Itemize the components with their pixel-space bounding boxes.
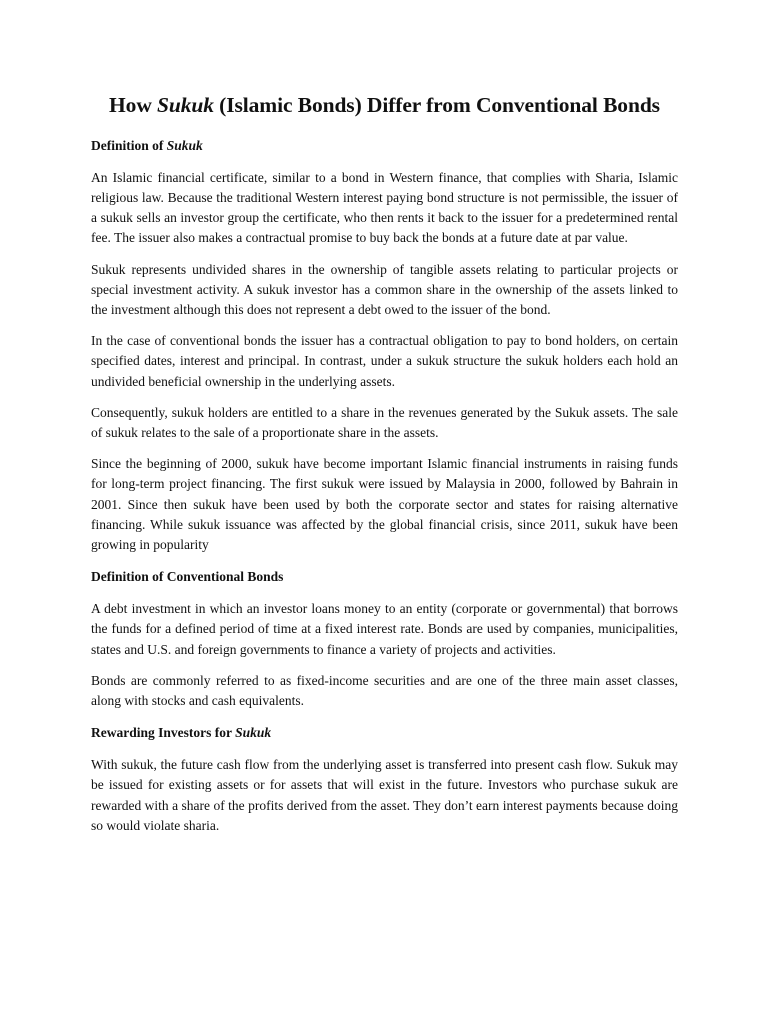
paragraph: In the case of conventional bonds the issuer has a contractual obligation to pay to bond holders, on certain specified dates, interest and principal. In contrast, under a sukuk structure the sukuk holders each hold an undivided beneficial ownership in the underlying assets. — [91, 333, 678, 389]
paragraph: Since the beginning of 2000, sukuk have become important Islamic financial instruments in raising funds for long-term project financing. The first sukuk were issued by Malaysia in 2000, followed by Bahrain in 2001. Since then sukuk have been used by both the corporate sector and states for raising alternative financing. While sukuk issuance was affected by the global financial crisis, since 2011, sukuk have been growing in popularity — [91, 456, 678, 553]
paragraph: Bonds are commonly referred to as fixed-income securities and are one of the three main asset classes, along with stocks and cash equivalents. — [91, 672, 678, 709]
paragraph: A debt investment in which an investor loans money to an entity (corporate or governmental) that borrows the funds for a defined period of time at a fixed interest rate. Bonds are used by companies, municipalities, states and U.S. and foreign governments to finance a variety of projects and activities. — [91, 601, 678, 657]
heading-text: Definition of — [91, 137, 167, 153]
title-emphasis: Sukuk — [157, 93, 214, 117]
heading-rewarding-investors — [91, 723, 678, 743]
title-post: (Islamic Bonds) Differ from Conventional Bonds — [213, 93, 660, 117]
document-title — [91, 0, 678, 119]
heading-definition-conventional-bonds: Definition of Conventional Bonds — [91, 569, 284, 585]
paragraph: Sukuk represents undivided shares in the ownership of tangible assets relating to particular projects or special investment activity. A sukuk investor has a common share in the ownership of the assets linked to the investment although this does not represent a debt owed to the issuer of the bond. — [91, 261, 678, 318]
heading-emphasis: Sukuk — [166, 137, 203, 153]
heading-definition-sukuk — [91, 136, 678, 156]
heading-text: Rewarding Investors for — [91, 725, 236, 741]
title-pre: How — [109, 93, 158, 117]
heading-emphasis: Sukuk — [235, 725, 272, 741]
paragraph: Consequently, sukuk holders are entitled to a share in the revenues generated by the Sukuk assets. The sale of sukuk relates to the sale of a proportionate share in the assets. — [91, 404, 678, 441]
paragraph: An Islamic financial certificate, similar to a bond in Western finance, that complies with Sharia, Islamic religious law. Because the traditional Western interest paying bond structure is not permissible, the issuer of a sukuk sells an investor group the certificate, who then rents it back to the issuer for a predetermined rental fee. The issuer also makes a contractual promise to buy back the bonds at a future date at par value. — [91, 169, 678, 246]
paragraph: With sukuk, the future cash flow from the underlying asset is transferred into present cash flow. Sukuk may be issued for existing assets or for assets that will exist in the future. Investors who purchase sukuk are rewarded with a share of the profits derived from the asset. They don’t earn interest payments because doing so would violate sharia. — [91, 757, 678, 833]
